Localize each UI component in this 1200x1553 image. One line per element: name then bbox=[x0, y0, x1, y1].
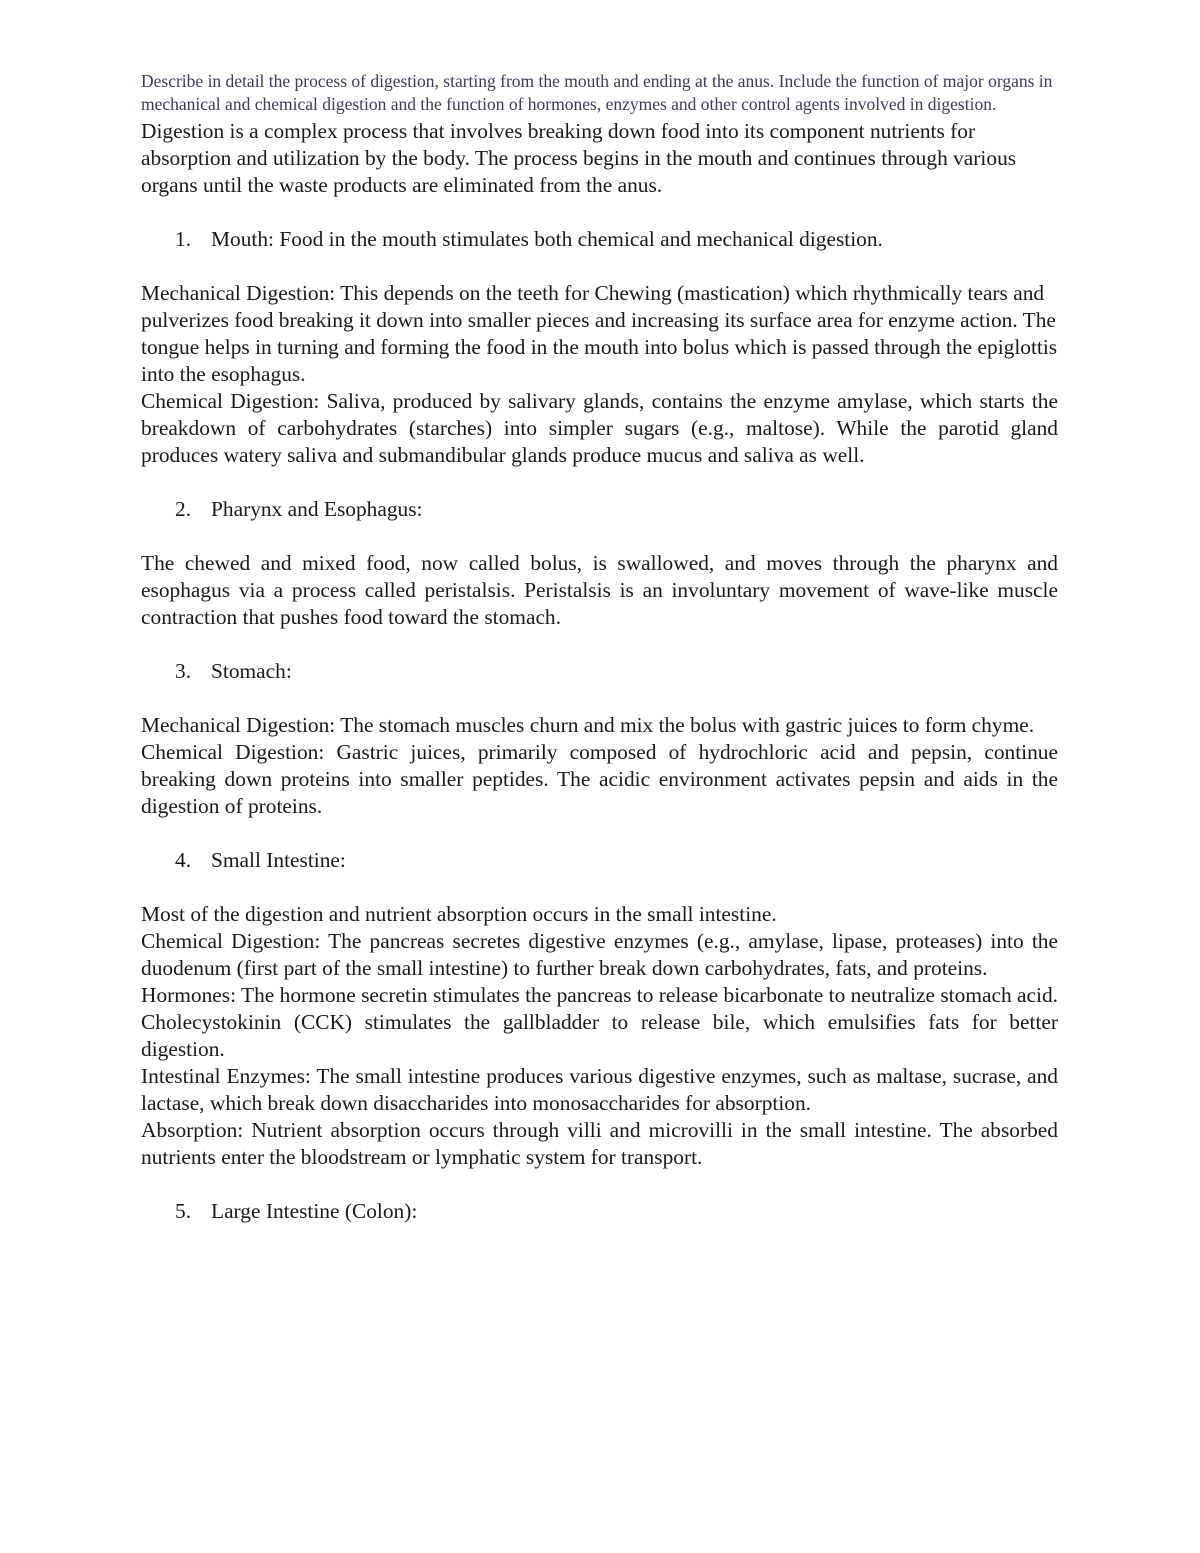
spacer bbox=[141, 820, 1058, 847]
list-heading-text: Mouth: Food in the mouth stimulates both chemical and mechanical digestion. bbox=[211, 227, 883, 251]
list-heading-text: Large Intestine (Colon): bbox=[211, 1199, 418, 1223]
section-heading-stomach bbox=[141, 658, 1058, 685]
pharynx-paragraph: The chewed and mixed food, now called bolus, is swallowed, and moves through the pharynx and esophagus via a process called peristalsis. Peristalsis is an involuntary movement of wave-like muscle contraction that pushes food toward the stomach. bbox=[141, 551, 1058, 629]
spacer bbox=[141, 685, 1058, 712]
list-number: 2. bbox=[175, 497, 192, 521]
small-intestine-overview: Most of the digestion and nutrient absorption occurs in the small intestine. bbox=[141, 902, 777, 926]
list-number: 3. bbox=[175, 659, 192, 683]
question-prompt: Describe in detail the process of digestion, starting from the mouth and ending at the anus. Include the function of major organs in mechanical and chemical digestion and the function of hormones, enzymes and other control agents involved in digestion. bbox=[141, 71, 1053, 114]
intro-paragraph: Digestion is a complex process that involves breaking down food into its component nutrients for absorption and utilization by the body. The process begins in the mouth and continues through various organs until the waste products are eliminated from the anus. bbox=[141, 119, 1017, 197]
small-intestine-chemical-paragraph: Chemical Digestion: The pancreas secretes digestive enzymes (e.g., amylase, lipase, proteases) into the duodenum (first part of the small intestine) to further break down carbohydrates, fats, and proteins. bbox=[141, 929, 1058, 980]
spacer bbox=[141, 253, 1058, 280]
stomach-chemical-paragraph: Chemical Digestion: Gastric juices, primarily composed of hydrochloric acid and pepsin, continue breaking down proteins into smaller peptides. The acidic environment activates pepsin and aids in the digestion of proteins. bbox=[141, 740, 1058, 818]
small-intestine-absorption-paragraph: Absorption: Nutrient absorption occurs through villi and microvilli in the small intestine. The absorbed nutrients enter the bloodstream or lymphatic system for transport. bbox=[141, 1118, 1058, 1169]
list-heading-text: Stomach: bbox=[211, 659, 292, 683]
spacer bbox=[141, 199, 1058, 226]
section-heading-mouth bbox=[141, 226, 1058, 253]
spacer bbox=[141, 1171, 1058, 1198]
section-heading-small-intestine bbox=[141, 847, 1058, 874]
spacer bbox=[141, 523, 1058, 550]
list-heading-text: Pharynx and Esophagus: bbox=[211, 497, 423, 521]
spacer bbox=[141, 469, 1058, 496]
mouth-chemical-paragraph: Chemical Digestion: Saliva, produced by salivary glands, contains the enzyme amylase, which starts the breakdown of carbohydrates (starches) into simpler sugars (e.g., maltose). While the parotid gland produces watery saliva and submandibular glands produce mucus and saliva as well. bbox=[141, 389, 1058, 467]
spacer bbox=[141, 631, 1058, 658]
spacer bbox=[141, 874, 1058, 901]
list-number: 1. bbox=[175, 227, 192, 251]
mouth-mechanical-paragraph: Mechanical Digestion: This depends on the teeth for Chewing (mastication) which rhythmically tears and pulverizes food breaking it down into smaller pieces and increasing its surface area for enzyme action. The tongue helps in turning and forming the food in the mouth into bolus which is passed through the epiglottis into the esophagus. bbox=[141, 281, 1058, 386]
list-heading-text: Small Intestine: bbox=[211, 848, 346, 872]
small-intestine-hormones-paragraph: Hormones: The hormone secretin stimulates the pancreas to release bicarbonate to neutralize stomach acid. Cholecystokinin (CCK) stimulates the gallbladder to release bile, which emulsifies fats for better digestion. bbox=[141, 983, 1058, 1061]
section-heading-pharynx bbox=[141, 496, 1058, 523]
list-number: 4. bbox=[175, 848, 192, 872]
list-number: 5. bbox=[175, 1199, 192, 1223]
section-heading-large-intestine bbox=[141, 1198, 1058, 1225]
small-intestine-enzymes-paragraph: Intestinal Enzymes: The small intestine produces various digestive enzymes, such as maltase, sucrase, and lactase, which break down disaccharides into monosaccharides for absorption. bbox=[141, 1064, 1058, 1115]
stomach-mechanical-paragraph: Mechanical Digestion: The stomach muscles churn and mix the bolus with gastric juices to form chyme. bbox=[141, 713, 1035, 737]
document-page bbox=[141, 70, 1058, 1225]
